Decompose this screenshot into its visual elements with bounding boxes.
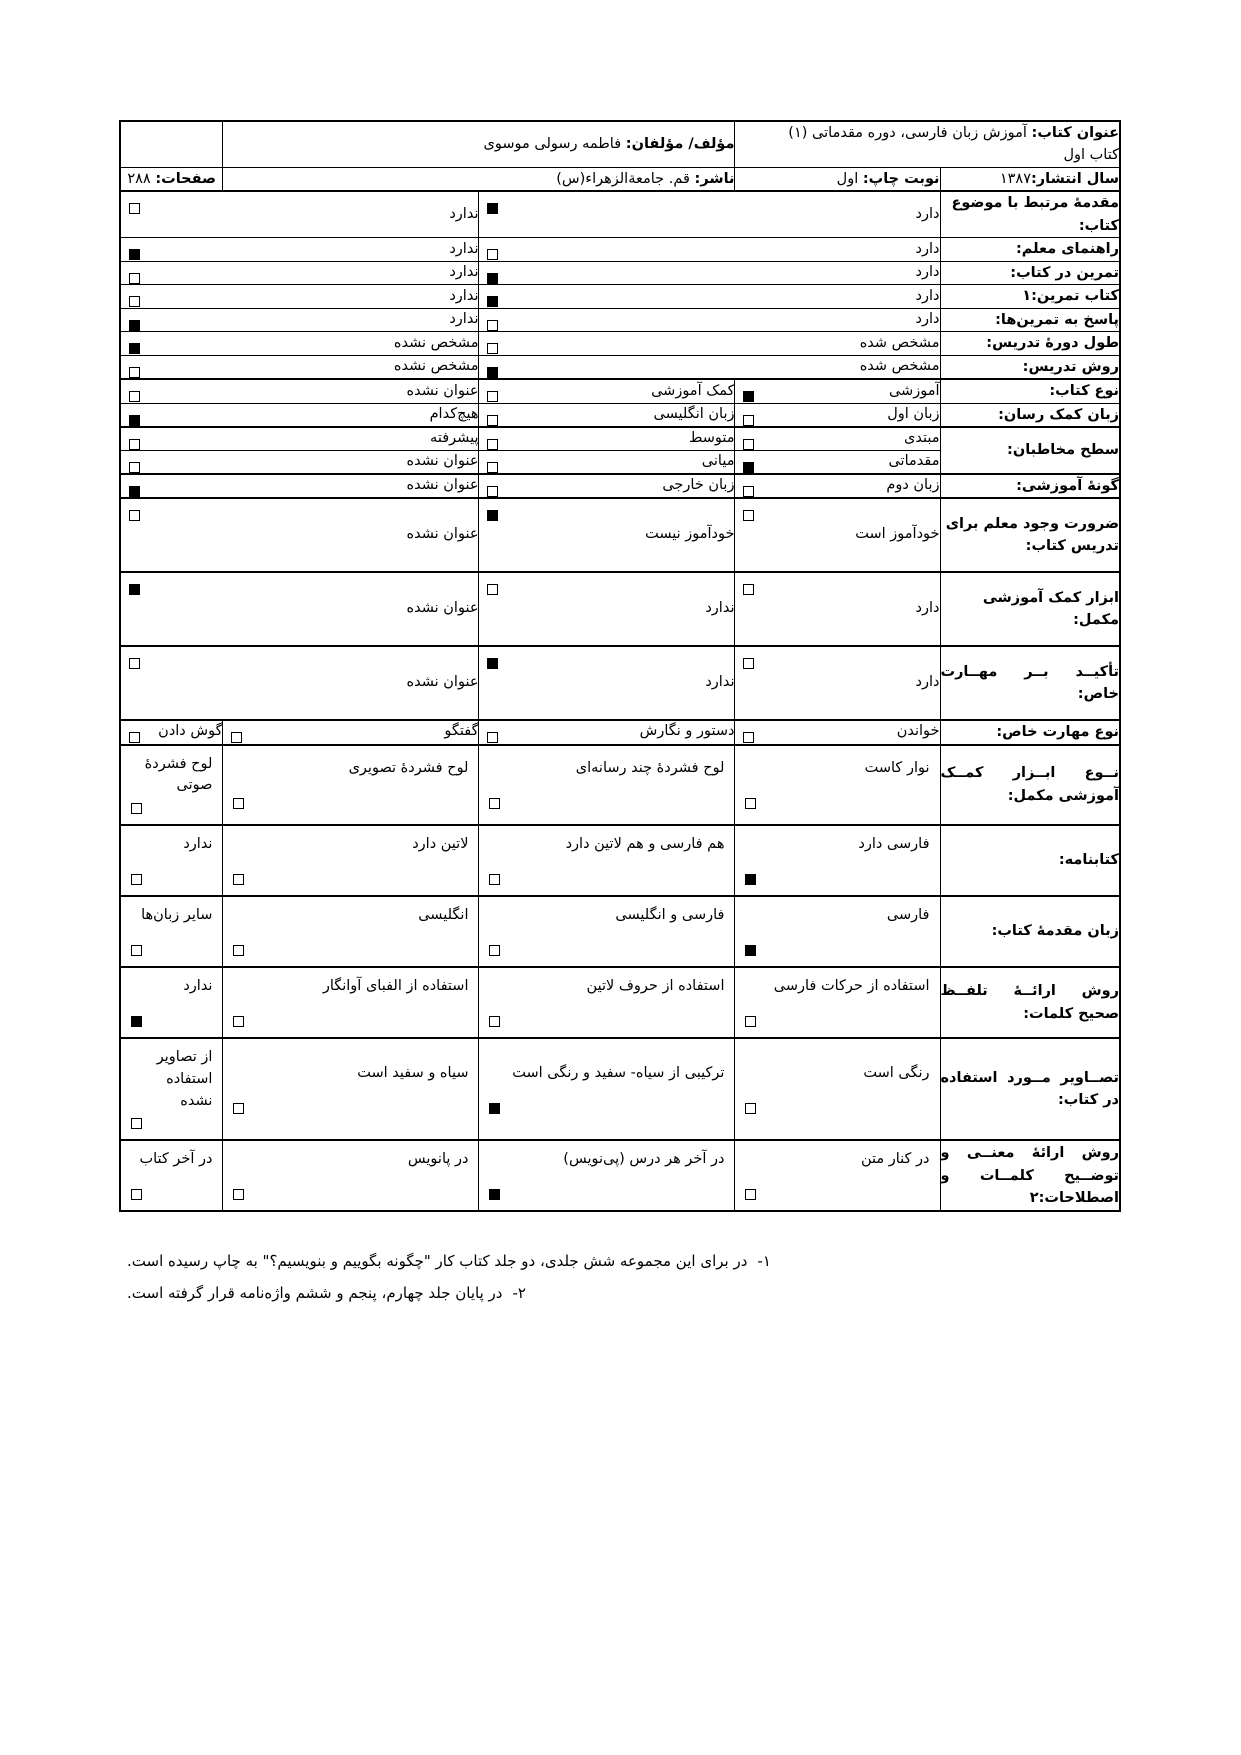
option-cell[interactable] — [120, 285, 479, 308]
checkbox-unchecked-icon[interactable] — [743, 486, 754, 497]
option-cell[interactable] — [120, 720, 223, 744]
pages-value: ۲۸۸ — [127, 170, 151, 187]
checkbox-unchecked-icon[interactable] — [129, 439, 140, 450]
option-label: هیچ‌کدام — [429, 405, 479, 422]
row-label: پاسخ به تمرین‌ها: — [940, 308, 1120, 331]
option-label: زبان خارجی — [662, 476, 735, 493]
option-cell[interactable] — [735, 745, 940, 826]
option-cell[interactable] — [120, 355, 479, 379]
option-label: ندارد — [449, 311, 479, 328]
option-label: گوش دادن — [158, 723, 223, 740]
option-label: در پانویس — [407, 1151, 469, 1168]
header-row-meta — [120, 167, 1120, 191]
option-cell[interactable] — [735, 646, 940, 720]
checkbox-unchecked-icon[interactable] — [489, 798, 500, 809]
option-label: لوح فشردهٔ چند رسانه‌ای — [575, 760, 725, 777]
option-label: زبان انگلیسی — [653, 405, 735, 422]
checkbox-unchecked-icon[interactable] — [233, 798, 244, 809]
option-label: رنگی است — [863, 1064, 930, 1081]
option-label: استفاده از الفبای آوانگار — [322, 978, 469, 995]
checkbox-unchecked-icon[interactable] — [487, 320, 498, 331]
option-cell[interactable] — [120, 403, 479, 427]
checkbox-unchecked-icon[interactable] — [487, 462, 498, 473]
row-label: کتاب تمرین:۱ — [940, 285, 1120, 308]
option-cell[interactable] — [479, 896, 735, 967]
option-cell[interactable] — [735, 720, 940, 744]
checkbox-unchecked-icon[interactable] — [233, 1016, 244, 1027]
option-cell[interactable] — [479, 427, 735, 450]
option-cell[interactable] — [479, 1140, 735, 1211]
option-cell[interactable] — [479, 379, 735, 403]
table-row — [120, 498, 1120, 572]
option-label: ندارد — [449, 287, 479, 304]
option-label: از تصاویر استفاده نشده — [156, 1049, 213, 1109]
checkbox-unchecked-icon[interactable] — [131, 1118, 142, 1129]
checkbox-unchecked-icon[interactable] — [743, 510, 754, 521]
row-label: نــوع ابــزار کمــک آموزشی مکمل: — [940, 745, 1120, 826]
edition-cell — [735, 167, 940, 191]
option-cell[interactable] — [479, 238, 940, 261]
checkbox-unchecked-icon[interactable] — [489, 874, 500, 885]
checkbox-unchecked-icon[interactable] — [489, 1016, 500, 1027]
header-row-title — [120, 121, 1120, 167]
option-cell[interactable] — [120, 332, 479, 355]
option-label: فارسی و انگلیسی — [615, 907, 725, 924]
checkbox-unchecked-icon[interactable] — [233, 874, 244, 885]
row-label: نوع مهارت خاص: — [940, 720, 1120, 744]
option-label: انگلیسی — [418, 907, 469, 924]
option-cell[interactable] — [735, 1038, 940, 1140]
option-label: استفاده از حرکات فارسی — [773, 978, 930, 995]
option-cell[interactable] — [120, 261, 479, 284]
table-row — [120, 967, 1120, 1038]
checkbox-unchecked-icon[interactable] — [131, 945, 142, 956]
checkbox-checked-icon[interactable] — [489, 1103, 500, 1114]
footnote — [121, 1246, 1121, 1278]
option-label: خواندن — [896, 723, 940, 740]
option-label: دارد — [915, 311, 940, 328]
table-row — [120, 825, 1120, 896]
edition-label: نوبت چاپ: — [862, 170, 940, 187]
pages-label: صفحات: — [155, 170, 217, 187]
option-cell[interactable] — [120, 308, 479, 331]
option-cell[interactable] — [223, 1140, 479, 1211]
checkbox-checked-icon[interactable] — [129, 343, 140, 354]
checkbox-unchecked-icon[interactable] — [487, 732, 498, 743]
publisher-label: ناشر: — [694, 170, 735, 187]
checkbox-unchecked-icon[interactable] — [131, 874, 142, 885]
option-label: دارد — [915, 287, 940, 304]
option-label: مشخص نشده — [393, 358, 479, 375]
option-label: میانی — [701, 452, 735, 469]
checkbox-unchecked-icon[interactable] — [131, 803, 142, 814]
checkbox-unchecked-icon[interactable] — [487, 584, 498, 595]
row-label: نوع کتاب: — [940, 379, 1120, 403]
checkbox-unchecked-icon[interactable] — [131, 1189, 142, 1200]
row-label: کتابنامه: — [940, 825, 1120, 896]
table-row — [120, 238, 1120, 261]
checkbox-unchecked-icon[interactable] — [233, 945, 244, 956]
checkbox-checked-icon[interactable] — [129, 584, 140, 595]
option-label: متوسط — [688, 430, 735, 447]
option-label: استفاده از حروف لاتین — [586, 978, 725, 995]
row-label: ابزار کمک آموزشی مکمل: — [940, 572, 1120, 646]
checkbox-checked-icon[interactable] — [745, 874, 756, 885]
footnote-text: در پایان جلد چهارم، پنجم و ششم واژه‌نامه قرار گرفته است. — [127, 1283, 503, 1302]
option-label: فارسی دارد — [858, 836, 930, 853]
option-label: ندارد — [705, 600, 735, 617]
option-label: عنوان نشده — [406, 382, 479, 399]
option-label: خودآموز است — [855, 526, 940, 543]
option-cell[interactable] — [223, 1038, 479, 1140]
table-row — [120, 1038, 1120, 1140]
publish-year-cell — [940, 167, 1120, 191]
table-row — [120, 720, 1120, 744]
checkbox-unchecked-icon[interactable] — [129, 510, 140, 521]
checkbox-unchecked-icon[interactable] — [129, 391, 140, 402]
option-cell[interactable] — [735, 825, 940, 896]
row-label: روش تدریس: — [940, 355, 1120, 379]
table-row — [120, 261, 1120, 284]
checkbox-unchecked-icon[interactable] — [487, 415, 498, 426]
checkbox-unchecked-icon[interactable] — [487, 486, 498, 497]
option-cell[interactable] — [223, 720, 479, 744]
publish-year-label: سال انتشار: — [1030, 170, 1119, 187]
option-cell[interactable] — [735, 403, 940, 427]
option-label: کمک آموزشی — [651, 382, 735, 399]
option-cell[interactable] — [120, 825, 223, 896]
option-label: عنوان نشده — [406, 476, 479, 493]
option-cell[interactable] — [120, 572, 479, 646]
checkbox-unchecked-icon[interactable] — [745, 1016, 756, 1027]
checkbox-unchecked-icon[interactable] — [487, 343, 498, 354]
checkbox-checked-icon[interactable] — [745, 945, 756, 956]
option-cell[interactable] — [735, 474, 940, 498]
checkbox-checked-icon[interactable] — [129, 415, 140, 426]
option-cell[interactable] — [735, 450, 940, 473]
option-label: عنوان نشده — [406, 600, 479, 617]
option-cell[interactable] — [735, 498, 940, 572]
author-value: فاطمه رسولی موسوی — [483, 136, 622, 153]
option-cell[interactable] — [120, 498, 479, 572]
row-label: سطح مخاطبان: — [940, 427, 1120, 474]
option-label: در آخر کتاب — [139, 1151, 213, 1168]
option-cell[interactable] — [735, 427, 940, 450]
row-label: طول دورهٔ تدریس: — [940, 332, 1120, 355]
option-label: هم فارسی و هم لاتین دارد — [565, 836, 725, 853]
table-row — [120, 1140, 1120, 1211]
option-label: ندارد — [705, 674, 735, 691]
table-row — [120, 191, 1120, 237]
option-label: لوح فشردهٔ صوتی — [144, 755, 213, 794]
option-label: آموزشی — [888, 382, 940, 399]
option-cell[interactable] — [479, 1038, 735, 1140]
table-row — [120, 572, 1120, 646]
option-cell[interactable] — [479, 745, 735, 826]
option-cell[interactable] — [479, 646, 735, 720]
table-row — [120, 332, 1120, 355]
option-label: دستور و نگارش — [639, 723, 735, 740]
checkbox-unchecked-icon[interactable] — [743, 584, 754, 595]
option-cell[interactable] — [479, 332, 940, 355]
checkbox-unchecked-icon[interactable] — [129, 203, 140, 214]
book-evaluation-table — [119, 120, 1121, 1212]
option-label: زبان اول — [887, 405, 940, 422]
option-cell[interactable] — [735, 572, 940, 646]
checkbox-unchecked-icon[interactable] — [233, 1189, 244, 1200]
option-label: دارد — [915, 240, 940, 257]
option-label: مقدماتی — [888, 452, 940, 469]
option-cell[interactable] — [735, 967, 940, 1038]
checkbox-checked-icon[interactable] — [487, 510, 498, 521]
option-label: ندارد — [449, 264, 479, 281]
option-cell[interactable] — [479, 261, 940, 284]
option-label: سیاه و سفید است — [357, 1064, 469, 1081]
footnote — [121, 1278, 1121, 1310]
checkbox-unchecked-icon[interactable] — [129, 296, 140, 307]
author-cell — [223, 121, 735, 167]
option-label: لاتین دارد — [412, 836, 469, 853]
option-cell[interactable] — [120, 379, 479, 403]
checkbox-unchecked-icon[interactable] — [487, 391, 498, 402]
option-cell[interactable] — [735, 379, 940, 403]
option-label: ترکیبی از سیاه- سفید و رنگی است — [512, 1064, 725, 1081]
option-label: ندارد — [449, 206, 479, 222]
checkbox-unchecked-icon[interactable] — [745, 1103, 756, 1114]
option-label: فارسی — [886, 907, 930, 924]
checkbox-unchecked-icon[interactable] — [129, 658, 140, 669]
option-label: پیشرفته — [430, 430, 479, 447]
option-label: مشخص شده — [859, 358, 940, 375]
header-spacer-cell — [120, 121, 223, 167]
table-row — [120, 308, 1120, 331]
option-label: عنوان نشده — [406, 526, 479, 543]
row-label: تأکیــد بــر مهــارت خاص: — [940, 646, 1120, 720]
row-label: روش ارائهٔ معنــی و توضــیح کلمــات و اصطلاحات:۲ — [940, 1140, 1120, 1211]
option-label: ندارد — [183, 836, 213, 853]
option-cell[interactable] — [223, 967, 479, 1038]
checkbox-unchecked-icon[interactable] — [129, 367, 140, 378]
option-label: خودآموز نیست — [645, 526, 735, 543]
option-label: سایر زبان‌ها — [141, 907, 213, 924]
checkbox-checked-icon[interactable] — [487, 367, 498, 378]
pages-cell — [120, 167, 223, 191]
checkbox-unchecked-icon[interactable] — [743, 415, 754, 426]
option-label: ندارد — [183, 978, 213, 995]
checkbox-checked-icon[interactable] — [489, 1189, 500, 1200]
checkbox-checked-icon[interactable] — [487, 658, 498, 669]
table-row — [120, 646, 1120, 720]
option-label: عنوان نشده — [406, 674, 479, 691]
option-cell[interactable] — [223, 745, 479, 826]
table-row — [120, 427, 1120, 450]
table-row — [120, 285, 1120, 308]
option-cell[interactable] — [120, 896, 223, 967]
publish-year-value: ۱۳۸۷ — [999, 170, 1031, 187]
option-cell[interactable] — [735, 896, 940, 967]
checkbox-checked-icon[interactable] — [487, 296, 498, 307]
checkbox-unchecked-icon[interactable] — [489, 945, 500, 956]
option-label: زبان دوم — [886, 476, 940, 493]
option-label: دارد — [915, 674, 940, 691]
edition-value: اول — [836, 170, 859, 187]
checkbox-checked-icon[interactable] — [487, 203, 498, 214]
checkbox-checked-icon[interactable] — [129, 320, 140, 331]
footnote-text: در برای این مجموعه شش جلدی، دو جلد کتاب کار "چگونه بگوییم و بنویسیم؟" به چاپ رسیده است. — [127, 1252, 748, 1271]
table-row — [120, 355, 1120, 379]
checkbox-unchecked-icon[interactable] — [129, 732, 140, 743]
option-cell[interactable] — [120, 427, 479, 450]
option-label: مشخص نشده — [393, 334, 479, 351]
publisher-value: قم. جامعةالزهراء(س) — [556, 170, 690, 187]
option-label: دارد — [915, 206, 940, 222]
table-row — [120, 379, 1120, 403]
option-cell[interactable] — [120, 967, 223, 1038]
option-cell[interactable] — [479, 191, 940, 237]
option-label: در آخر هر درس (پی‌نویس) — [563, 1151, 725, 1168]
author-label: مؤلف/ مؤلفان: — [625, 136, 735, 153]
footnote-number: ۲- — [512, 1283, 526, 1302]
publisher-cell — [223, 167, 735, 191]
option-label: مبتدی — [904, 430, 940, 447]
option-cell[interactable] — [223, 825, 479, 896]
option-label: نوار کاست — [864, 760, 930, 777]
checkbox-unchecked-icon[interactable] — [745, 798, 756, 809]
option-label: مشخص شده — [859, 334, 940, 351]
option-label: عنوان نشده — [406, 452, 479, 469]
checkbox-checked-icon[interactable] — [743, 462, 754, 473]
row-label: گونهٔ آموزشی: — [940, 474, 1120, 498]
row-label: تصــاویر مــورد استفاده در کتاب: — [940, 1038, 1120, 1140]
option-cell[interactable] — [479, 403, 735, 427]
checkbox-unchecked-icon[interactable] — [743, 732, 754, 743]
checkbox-checked-icon[interactable] — [743, 391, 754, 402]
option-label: ندارد — [449, 240, 479, 257]
checkbox-unchecked-icon[interactable] — [487, 439, 498, 450]
row-label: مقدمهٔ مرتبط با موضوع کتاب: — [940, 191, 1120, 237]
checkbox-unchecked-icon[interactable] — [231, 732, 242, 743]
option-label: گفتگو — [444, 723, 479, 740]
option-cell[interactable] — [120, 745, 223, 826]
checkbox-checked-icon[interactable] — [487, 273, 498, 284]
row-label: روش ارائــهٔ تلفــظ صحیح کلمات: — [940, 967, 1120, 1038]
row-label: زبان کمک رسان: — [940, 403, 1120, 427]
option-label: در کنار متن — [860, 1151, 930, 1168]
option-cell[interactable] — [479, 825, 735, 896]
option-cell[interactable] — [120, 1038, 223, 1140]
option-cell[interactable] — [120, 1140, 223, 1211]
option-cell[interactable] — [120, 238, 479, 261]
option-cell[interactable] — [479, 498, 735, 572]
table-row — [120, 896, 1120, 967]
book-title-value: آموزش زبان فارسی، دوره مقدماتی (۱) — [788, 125, 1027, 141]
option-cell[interactable] — [120, 646, 479, 720]
table-row — [120, 403, 1120, 427]
footnotes — [121, 1246, 1121, 1309]
option-label: لوح فشردهٔ تصویری — [348, 760, 469, 777]
option-cell[interactable] — [223, 896, 479, 967]
book-title-cell — [735, 121, 1120, 167]
option-cell[interactable] — [479, 720, 735, 744]
row-label: راهنمای معلم: — [940, 238, 1120, 261]
checkbox-checked-icon[interactable] — [129, 249, 140, 260]
option-cell[interactable] — [120, 191, 479, 237]
option-cell[interactable] — [735, 1140, 940, 1211]
book-title-value-line2: کتاب اول — [1063, 147, 1119, 164]
row-label: ضرورت وجود معلم برای تدریس کتاب: — [940, 498, 1120, 572]
option-cell[interactable] — [479, 572, 735, 646]
checkbox-unchecked-icon[interactable] — [743, 658, 754, 669]
option-cell[interactable] — [479, 450, 735, 473]
checkbox-unchecked-icon[interactable] — [129, 273, 140, 284]
checkbox-checked-icon[interactable] — [131, 1016, 142, 1027]
checkbox-unchecked-icon[interactable] — [487, 249, 498, 260]
option-cell[interactable] — [479, 285, 940, 308]
table-body — [120, 121, 1120, 1211]
book-title-label: عنوان کتاب: — [1031, 125, 1119, 141]
table-row — [120, 474, 1120, 498]
checkbox-unchecked-icon[interactable] — [745, 1189, 756, 1200]
option-cell[interactable] — [120, 474, 479, 498]
checkbox-unchecked-icon[interactable] — [129, 462, 140, 473]
option-label: دارد — [915, 264, 940, 281]
checkbox-unchecked-icon[interactable] — [233, 1103, 244, 1114]
table-row — [120, 745, 1120, 826]
option-cell[interactable] — [479, 474, 735, 498]
row-label: تمرین در کتاب: — [940, 261, 1120, 284]
option-cell[interactable] — [479, 355, 940, 379]
option-cell[interactable] — [479, 967, 735, 1038]
row-label: زبان مقدمهٔ کتاب: — [940, 896, 1120, 967]
footnote-number: ۱- — [757, 1252, 771, 1271]
checkbox-checked-icon[interactable] — [129, 486, 140, 497]
option-label: دارد — [915, 600, 940, 617]
option-cell[interactable] — [479, 308, 940, 331]
checkbox-unchecked-icon[interactable] — [743, 439, 754, 450]
option-cell[interactable] — [120, 450, 479, 473]
